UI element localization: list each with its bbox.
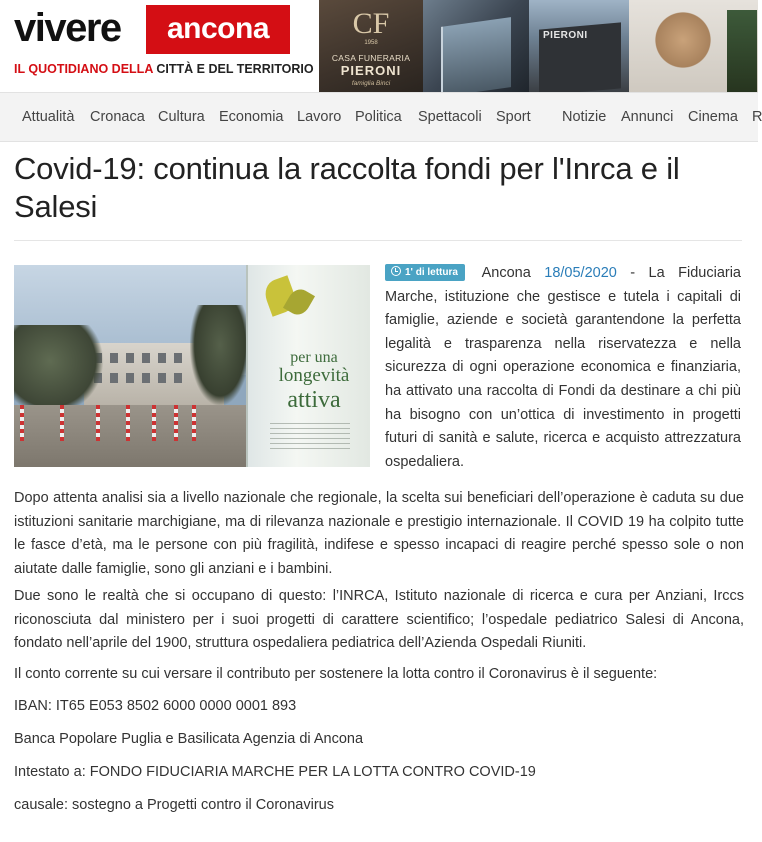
nav-item-cinema[interactable]: Cinema <box>688 109 738 125</box>
tagline-dark: CITTÀ E DEL TERRITORIO <box>156 62 314 76</box>
account-holder-line: Intestato a: FONDO FIDUCIARIA MARCHE PER LA LOTTA CONTRO COVID-19 <box>14 764 536 780</box>
nav-item-politica[interactable]: Politica <box>355 109 402 125</box>
banner-line3: famiglia Binci <box>351 80 391 87</box>
article-paragraph: Due sono le realtà che si occupano di questo: l’INRCA, Istituto nazionale di ricerca e cura per Anziani, Irccs riconosciuta dal ministero per i suoi progetti di carattere scientifico; l’ospedale pediatrico Salesi di Ancona, fondato nell’aprile del 1900, struttura ospedaliera pediatrica dell’Azienda Ospedali Riuniti. <box>14 588 744 652</box>
banner-photo-interior <box>629 0 758 92</box>
iban-line: IBAN: IT65 E053 8502 6000 0000 0001 893 <box>14 698 297 714</box>
banner-line2: PIERONI <box>340 63 402 78</box>
article-paragraph: Il conto corrente su cui versare il contributo per sostenere la lotta contro il Coronavirus è il seguente: <box>14 666 658 682</box>
banner-photo-building <box>529 0 629 92</box>
reading-time-badge <box>385 264 465 281</box>
nav-item-truncated[interactable]: R <box>752 109 762 125</box>
logo-ancona[interactable]: ancona <box>146 5 290 54</box>
reading-time-label: 1' di lettura <box>405 267 458 278</box>
article-photo[interactable] <box>14 265 370 467</box>
site-header <box>0 0 758 92</box>
banner-year: 1958 <box>364 40 378 46</box>
nav-item-lavoro[interactable]: Lavoro <box>297 109 342 125</box>
article-title: Covid-19: continua la raccolta fondi per l'Inrca e il Salesi <box>14 151 680 224</box>
banner-line1: CASA FUNERARIA <box>331 53 411 63</box>
clock-icon <box>391 266 401 276</box>
tagline-red: IL QUOTIDIANO DELLA <box>14 62 153 76</box>
nav-item-annunci[interactable]: Annunci <box>621 109 674 125</box>
article-date-link[interactable]: 18/05/2020 <box>544 265 617 281</box>
nav-item-economia[interactable]: Economia <box>219 109 284 125</box>
article-paragraph: Dopo attenta analisi sia a livello nazionale che regionale, la scelta sui beneficiari dell’operazione è caduta su due istituzioni sanitarie marchigiane, ma di rilevanza nazionale e prestigio internazionale. Il COVID 19 ha colpito tutte le fasce d’età, ma le persone con più fragilità, indifese e spesso incapaci di reagire perché spesso sole o non aiutate dalle famiglie, sono gli anziani e i bambini. <box>14 490 744 577</box>
banner-photo-glass <box>423 0 529 92</box>
intro-text: - La Fiduciaria Marche, istituzione che gestisce e tutela i capitali di famiglie, aziende e società garantendone la perfetta legalità e trasparenza nella riservatezza e nella sicurezza di ogni operazione economica e finanziaria, ha attivato una raccolta di Fondi da destinare a chi più ha bisogno con un’ottica di investimento in progetti futuri di sanità e salute, ricerca e acquisto attrezzatura ospedaliera. <box>385 265 741 470</box>
photo-totem-sign <box>246 265 370 467</box>
photo-text-per-una: per una <box>290 349 338 366</box>
main-nav <box>0 92 762 142</box>
nav-item-cultura[interactable]: Cultura <box>158 109 205 125</box>
banner-sign: PIERONI <box>543 30 588 41</box>
advertisement-banner[interactable] <box>319 0 758 92</box>
nav-item-spettacoli[interactable]: Spettacoli <box>418 109 482 125</box>
photo-text-longevita: longevità <box>278 365 350 386</box>
logo-vivere[interactable]: vivere <box>14 6 121 50</box>
bank-line: Banca Popolare Puglia e Basilicata Agenzia di Ancona <box>14 731 364 747</box>
article-intro <box>385 262 741 474</box>
article-city: Ancona <box>481 265 531 281</box>
photo-text-attiva: attiva <box>287 387 341 413</box>
site-tagline <box>14 61 314 77</box>
nav-item-sport[interactable]: Sport <box>496 109 531 125</box>
banner-monogram: CF <box>352 7 390 40</box>
banner-logo-panel <box>319 0 423 92</box>
payment-reason-line: causale: sostegno a Progetti contro il Coronavirus <box>14 797 334 813</box>
nav-item-notizie[interactable]: Notizie <box>562 109 607 125</box>
title-divider <box>14 240 742 241</box>
nav-item-cronaca[interactable]: Cronaca <box>90 109 145 125</box>
nav-item-attualita[interactable]: Attualità <box>22 109 75 125</box>
